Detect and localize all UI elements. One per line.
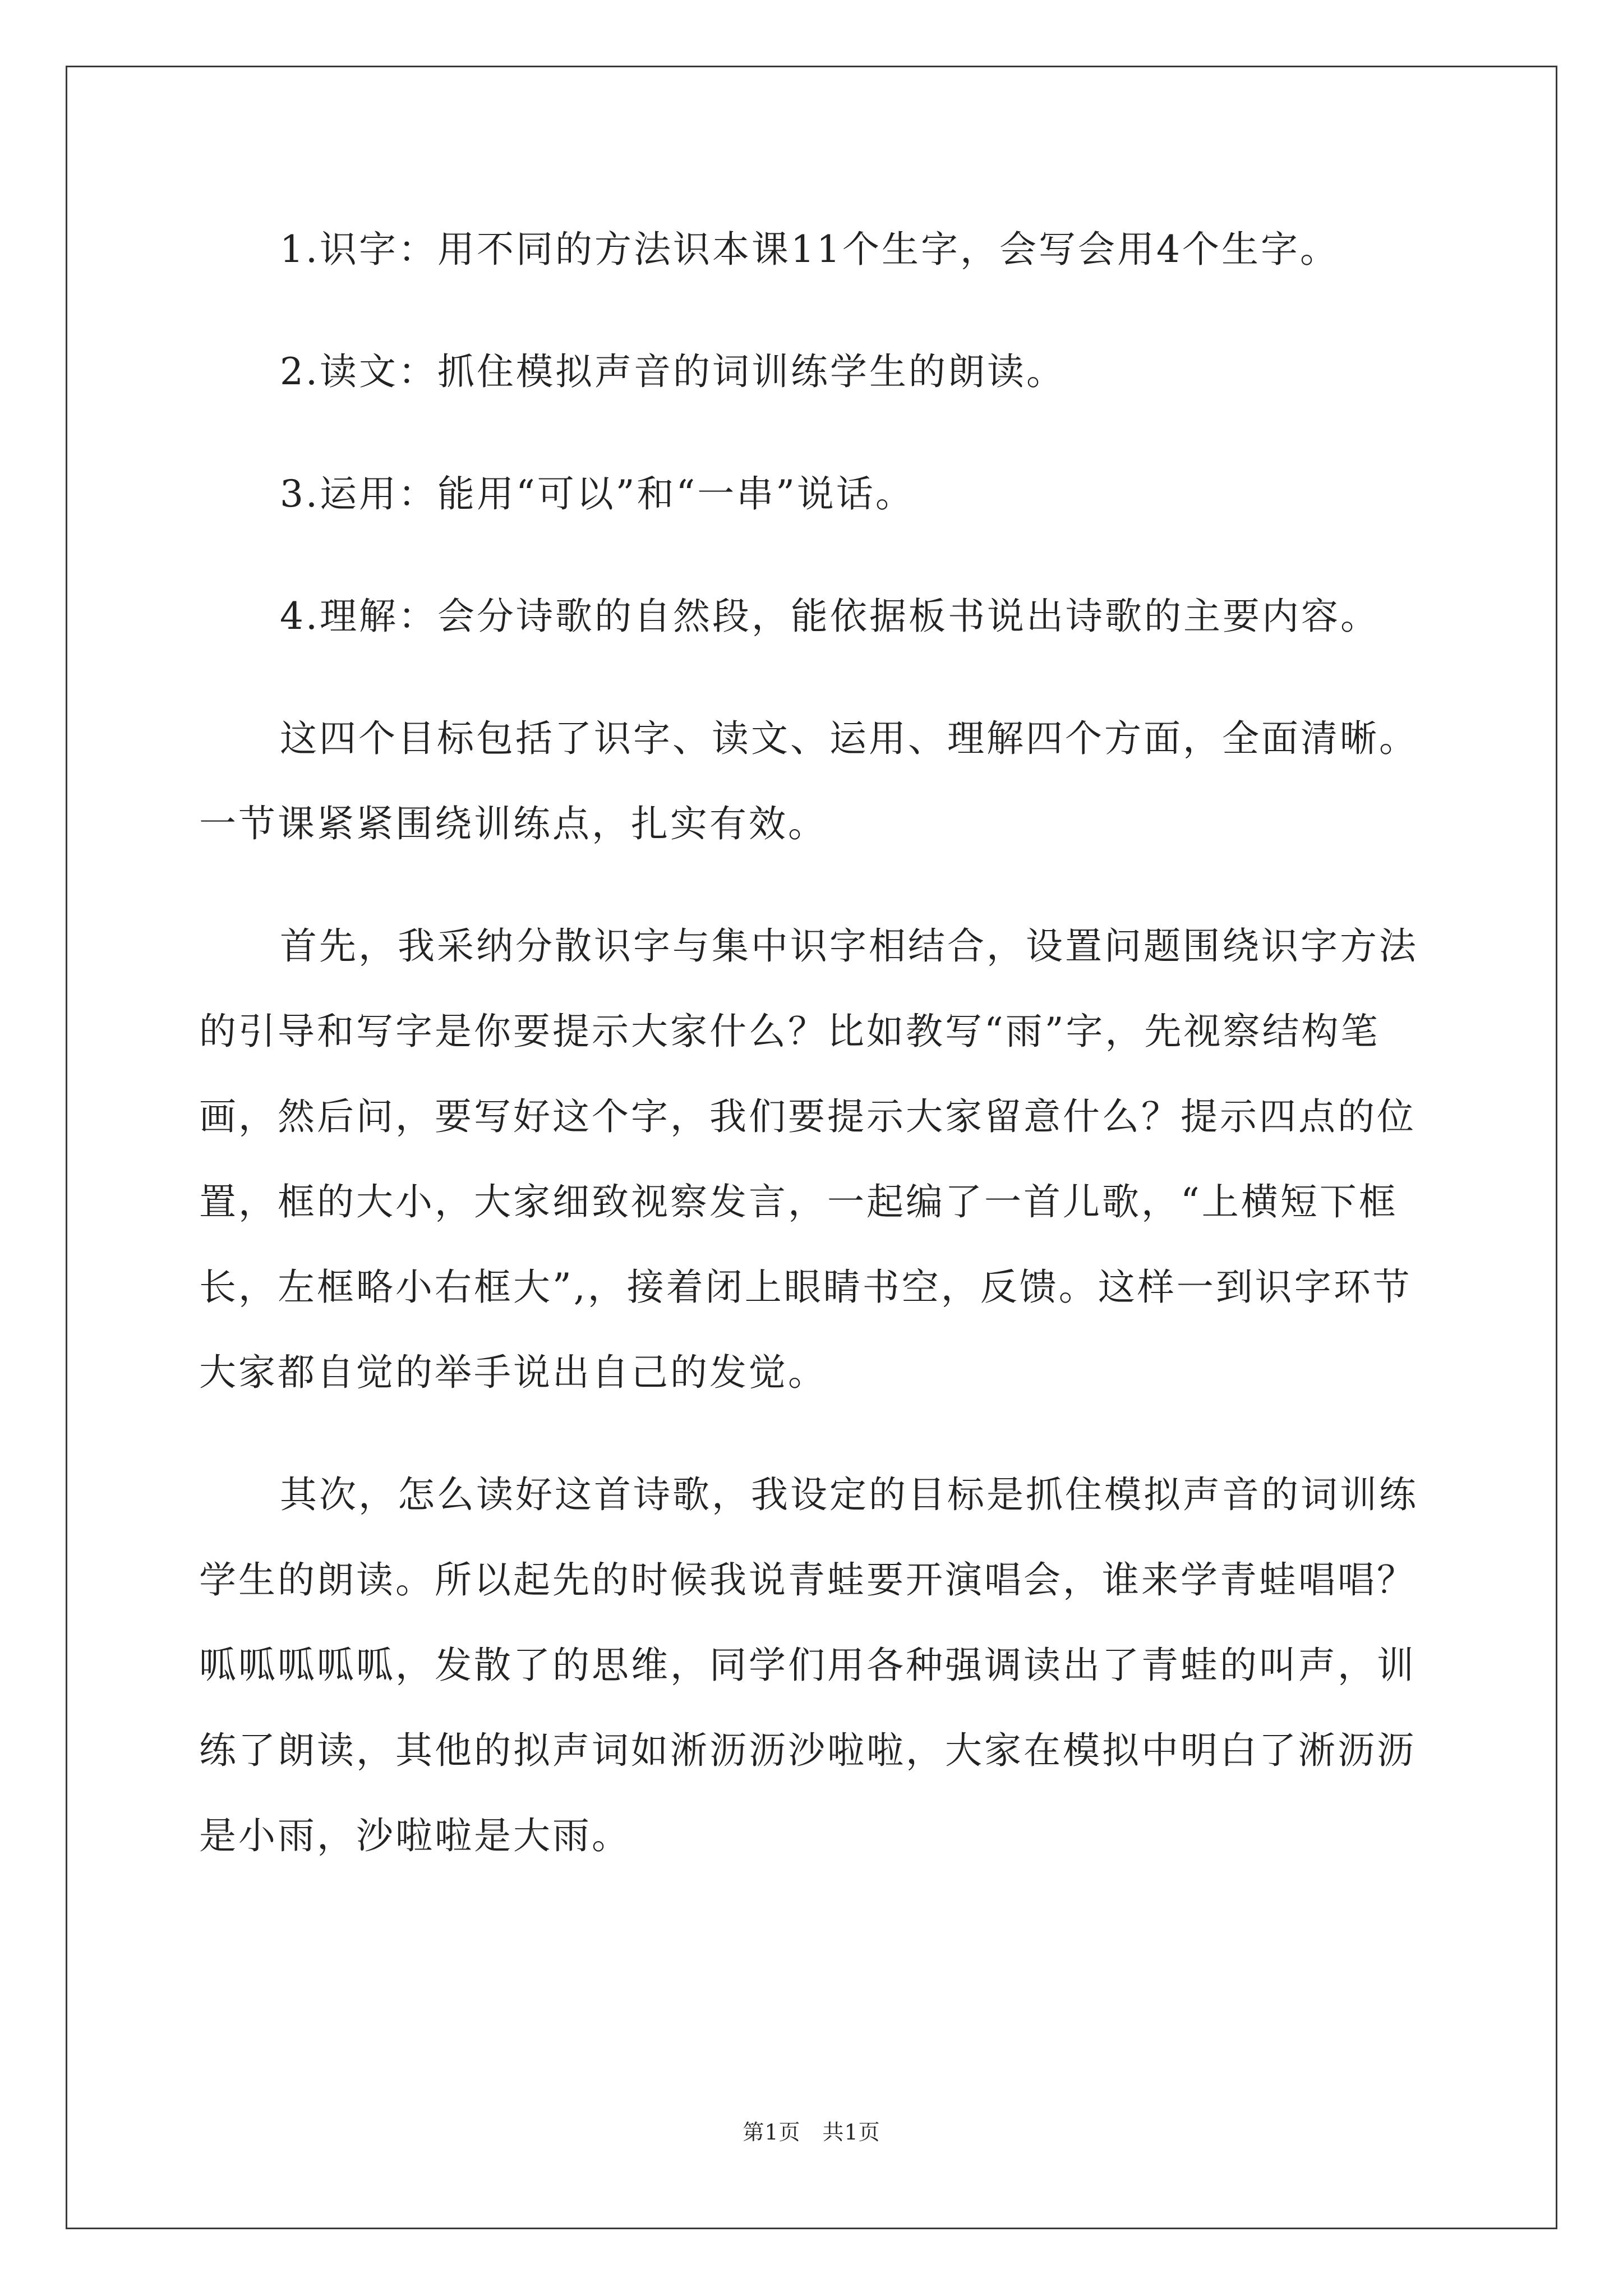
- page-number-footer: 第1页 共1页: [743, 2120, 880, 2145]
- document-body: [199, 207, 1422, 1879]
- goal-paragraph-reading: 2.读文：抓住模拟声音的词训练学生的朗读。: [280, 350, 1066, 393]
- body-paragraph-second: 其次，怎么读好这首诗歌，我设定的目标是抓住模拟声音的词训练学生的朗读。所以起先的时候我说青蛙要开演唱会，谁来学青蛙唱唱？呱呱呱呱呱，发散了的思维，同学们用各种强调读出了青蛙的叫声，训练了朗读，其他的拟声词如淅沥沥沙啦啦，大家在模拟中明白了淅沥沥是小雨，沙啦啦是大雨。: [199, 1473, 1418, 1857]
- goal-paragraph-comprehension: 4.理解：会分诗歌的自然段，能依据板书说出诗歌的主要内容。: [280, 595, 1380, 638]
- goal-paragraph-usage: 3.运用：能用“可以”和“一串”说话。: [280, 472, 915, 516]
- body-paragraph-first: 首先，我采纳分散识字与集中识字相结合，设置问题围绕识字方法的引导和写字是你要提示大家什么？比如教写“雨”字，先视察结构笔画，然后问，要写好这个字，我们要提示大家留意什么？提示四点的位置，框的大小，大家细致视察发言，一起编了一首儿歌，“上横短下框长，左框略小右框大”,，接着闭上眼睛书空，反馈。这样一到识字环节大家都自觉的举手说出自己的发觉。: [199, 924, 1418, 1394]
- summary-paragraph: 这四个目标包括了识字、读文、运用、理解四个方面，全面清晰。一节课紧紧围绕训练点，扎实有效。: [199, 717, 1418, 845]
- goal-paragraph-literacy: 1.识字：用不同的方法识本课11个生字，会写会用4个生字。: [280, 228, 1339, 271]
